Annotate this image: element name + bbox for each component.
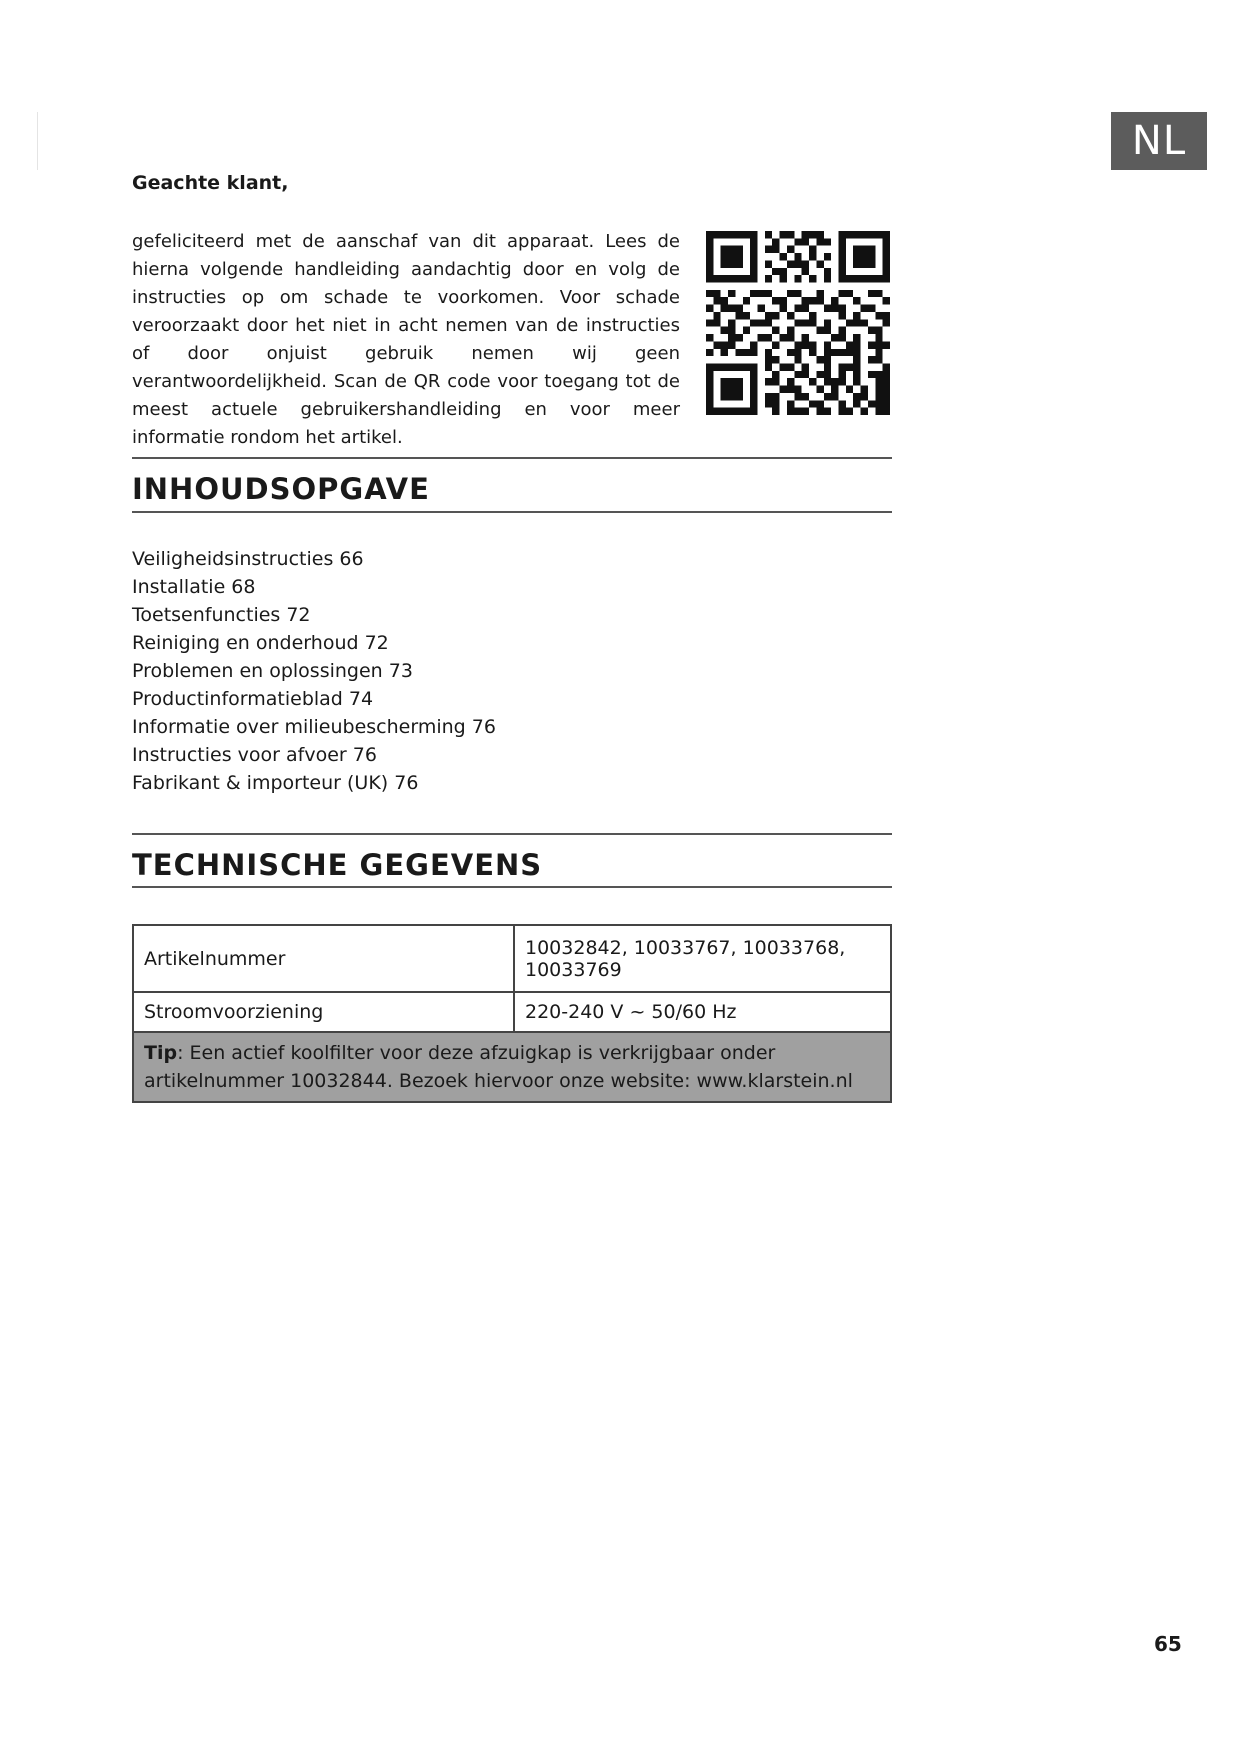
toc-title: INHOUDSOPGAVE: [132, 472, 430, 506]
toc-item[interactable]: Veiligheidsinstructies 66: [132, 548, 364, 570]
margin-line: [37, 112, 38, 170]
power-supply-value: 220-240 V ~ 50/60 Hz: [514, 992, 891, 1032]
toc-item[interactable]: Problemen en oplossingen 73: [132, 660, 413, 682]
table-row: [133, 925, 891, 992]
article-number-value: 10032842, 10033767, 10033768, 10033769: [514, 925, 891, 992]
toc-item[interactable]: Informatie over milieubescherming 76: [132, 716, 496, 738]
table-row: [133, 1032, 891, 1102]
divider: [132, 511, 892, 513]
page-number: 65: [1154, 1632, 1182, 1656]
toc-item[interactable]: Instructies voor afvoer 76: [132, 744, 377, 766]
specs-title: TECHNISCHE GEGEVENS: [132, 848, 543, 882]
greeting: Geachte klant,: [132, 172, 289, 194]
toc-item[interactable]: Fabrikant & importeur (UK) 76: [132, 772, 419, 794]
toc-item[interactable]: Reiniging en onderhoud 72: [132, 632, 389, 654]
article-number-label: Artikelnummer: [133, 925, 514, 992]
divider: [132, 833, 892, 835]
table-row: [133, 992, 891, 1032]
toc-item[interactable]: Productinformatieblad 74: [132, 688, 374, 710]
qr-code-icon[interactable]: [706, 231, 890, 415]
tip-label: Tip: [144, 1042, 178, 1064]
toc-list: [132, 545, 496, 797]
tip-text: : Een actief koolfilter voor deze afzuigkap is verkrijgbaar onder artikelnummer 10032844. Bezoek hiervoor onze website: www.klarstein.nl: [144, 1042, 853, 1092]
power-supply-label: Stroomvoorziening: [133, 992, 514, 1032]
language-badge: NL: [1111, 112, 1207, 170]
divider: [132, 457, 892, 459]
specs-table: [132, 924, 892, 1103]
intro-paragraph: gefeliciteerd met de aanschaf van dit apparaat. Lees de hierna volgende handleiding aandachtig door en volg de instructies op om schade te voorkomen. Voor schade veroorzaakt door het niet in acht nemen van de instructies of door onjuist gebruik nemen wij geen verantwoordelijkheid. Scan de QR code voor toegang tot de meest actuele gebruikershandleiding en voor meer informatie rondom het artikel.: [132, 231, 680, 448]
divider: [132, 886, 892, 888]
toc-item[interactable]: Installatie 68: [132, 576, 256, 598]
tip-cell: [133, 1032, 891, 1102]
toc-item[interactable]: Toetsenfuncties 72: [132, 604, 311, 626]
